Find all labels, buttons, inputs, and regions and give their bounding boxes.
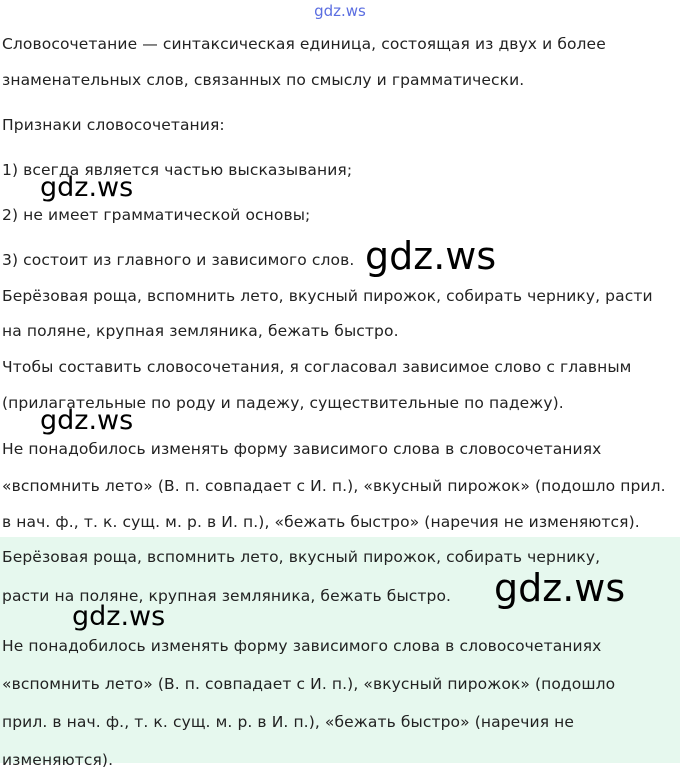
note-line-1: Не понадобилось изменять форму зависимого слова в словосочетаниях	[2, 440, 602, 458]
feature-1: 1) всегда является частью высказывания;	[2, 161, 353, 179]
highlight-line-4: «вспомнить лето» (В. п. совпадает с И. п.), «вкусный пирожок» (подошло	[2, 675, 616, 693]
features-heading: Признаки словосочетания:	[2, 116, 225, 134]
feature-2: 2) не имеет грамматической основы;	[2, 206, 311, 224]
highlight-line-2: расти на поляне, крупная земляника, бежать быстро.	[2, 587, 452, 605]
phrases-line-1: Берёзовая роща, вспомнить лето, вкусный пирожок, собирать чернику, расти	[2, 287, 653, 305]
watermark: gdz.ws	[40, 172, 134, 203]
explanation-line-1: Чтобы составить словосочетания, я согласовал зависимое слово с главным	[2, 358, 632, 376]
highlight-line-6: изменяются).	[2, 751, 114, 769]
header-watermark: gdz.ws	[314, 2, 366, 20]
feature-3: 3) состоит из главного и зависимого слов.	[2, 251, 355, 269]
highlight-line-1: Берёзовая роща, вспомнить лето, вкусный пирожок, собирать чернику,	[2, 548, 601, 566]
explanation-line-2: (прилагательные по роду и падежу, существительные по падежу).	[2, 394, 564, 412]
note-line-3: в нач. ф., т. к. сущ. м. р. в И. п.), «бежать быстро» (наречия не изменяются).	[2, 513, 640, 531]
highlight-line-3: Не понадобилось изменять форму зависимого слова в словосочетаниях	[2, 637, 602, 655]
watermark: gdz.ws	[365, 234, 497, 278]
highlight-line-5: прил. в нач. ф., т. к. сущ. м. р. в И. п.), «бежать быстро» (наречия не	[2, 713, 575, 731]
phrases-line-2: на поляне, крупная земляника, бежать быстро.	[2, 322, 399, 340]
note-line-2: «вспомнить лето» (В. п. совпадает с И. п.), «вкусный пирожок» (подошло прил.	[2, 477, 666, 495]
definition-line-1: Словосочетание — синтаксическая единица, состоящая из двух и более	[2, 35, 606, 53]
definition-line-2: знаменательных слов, связанных по смыслу и грамматически.	[2, 71, 525, 89]
watermark: gdz.ws	[494, 566, 626, 610]
watermark: gdz.ws	[40, 405, 134, 436]
watermark: gdz.ws	[72, 601, 166, 632]
